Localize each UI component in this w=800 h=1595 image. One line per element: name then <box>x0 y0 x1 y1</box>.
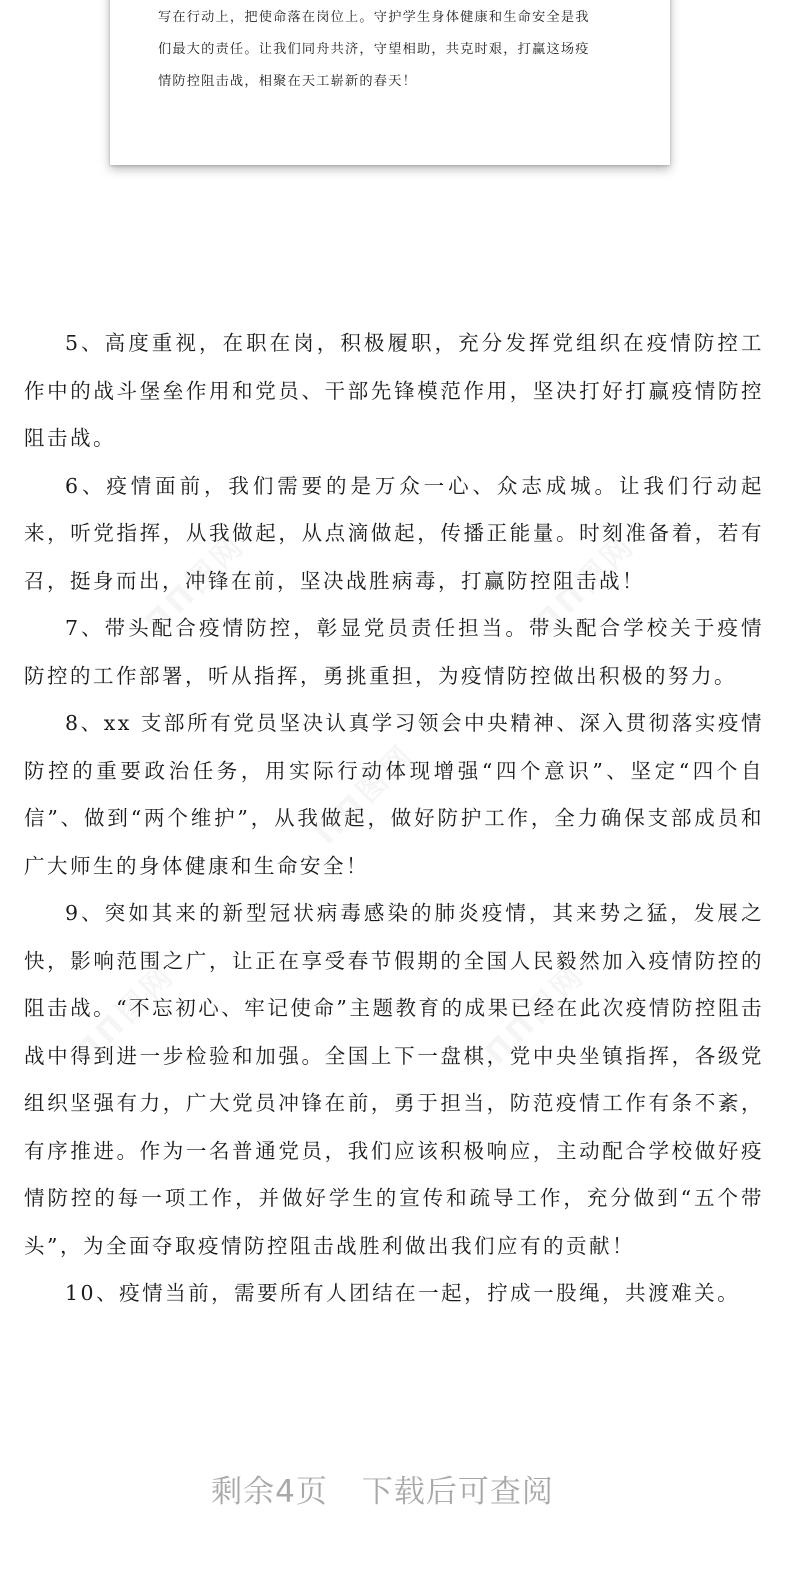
watermark-graphic: ΠΠ图网 <box>68 957 183 1072</box>
watermark-graphic: ΠΠ图网 <box>478 957 593 1072</box>
paragraph: 6、疫情面前，我们需要的是万众一心、众志成城。让我们行动起来，听党指挥，从我做起，从点滴做起，传播正能量。时刻准备着，若有召，挺身而出，冲锋在前，坚决战胜病毒，打赢防控阻击战！ <box>24 473 764 593</box>
paragraph: 10、疫情当前，需要所有人团结在一起，拧成一股绳，共渡难关。 <box>65 1281 741 1305</box>
preview-line: 情防控阻击战，相聚在天工崭新的春天！ <box>158 74 417 89</box>
preview-line: 们最大的责任。让我们同舟共济，守望相助，共克时艰，打赢这场疫 <box>158 42 590 57</box>
paragraph: 5、高度重视，在职在岗，积极履职，充分发挥党组织在疫情防控工作中的战斗堡垒作用和党员、干部先锋模范作用，坚决打好打赢疫情防控阻击战。 <box>24 331 764 450</box>
document-preview-card <box>110 0 670 165</box>
watermark-graphic: ΠΠ图网 <box>138 527 253 642</box>
preview-line: 写在行动上，把使命落在岗位上。守护学生身体健康和生命安全是我 <box>158 10 590 25</box>
document-body <box>24 320 764 1318</box>
paragraph: 8、xx 支部所有党员坚决认真学习领会中央精神、深入贯彻落实疫情防控的重要政治任务，用实际行动体现增强“四个意识”、坚定“四个自信”、做到“两个维护”，从我做起，做好防护工作，全力确保支部成员和广大师生的身体健康和生命安全！ <box>24 711 764 878</box>
preview-text <box>158 2 636 98</box>
remaining-pages-label: 剩余4页 <box>211 1474 328 1510</box>
paragraph: 7、带头配合疫情防控，彰显党员责任担当。带头配合学校关于疫情防控的工作部署，听从指挥，勇挑重担，为疫情防控做出积极的努力。 <box>24 616 764 688</box>
download-hint-label: 下载后可查阅 <box>361 1474 554 1510</box>
download-prompt[interactable] <box>0 1466 765 1511</box>
watermark-graphic: ΠΠ图网 <box>528 527 643 642</box>
watermark-graphic: ΠΠ图网 <box>308 737 423 852</box>
paragraph: 9、突如其来的新型冠状病毒感染的肺炎疫情，其来势之猛，发展之快，影响范围之广，让正在享受春节假期的全国人民毅然加入疫情防控的阻击战。“不忘初心、牢记使命”主题教育的成果已经在此次疫情防控阻击战中得到进一步检验和加强。全国上下一盘棋，党中央坐镇指挥，各级党组织坚强有力，广大党员冲锋在前，勇于担当，防范疫情工作有条不紊，有序推进。作为一名普通党员，我们应该积极响应，主动配合学校做好疫情防控的每一项工作，并做好学生的宣传和疏导工作，充分做到“五个带头”，为全面夺取疫情防控阻击战胜利做出我们应有的贡献！ <box>24 901 764 1258</box>
